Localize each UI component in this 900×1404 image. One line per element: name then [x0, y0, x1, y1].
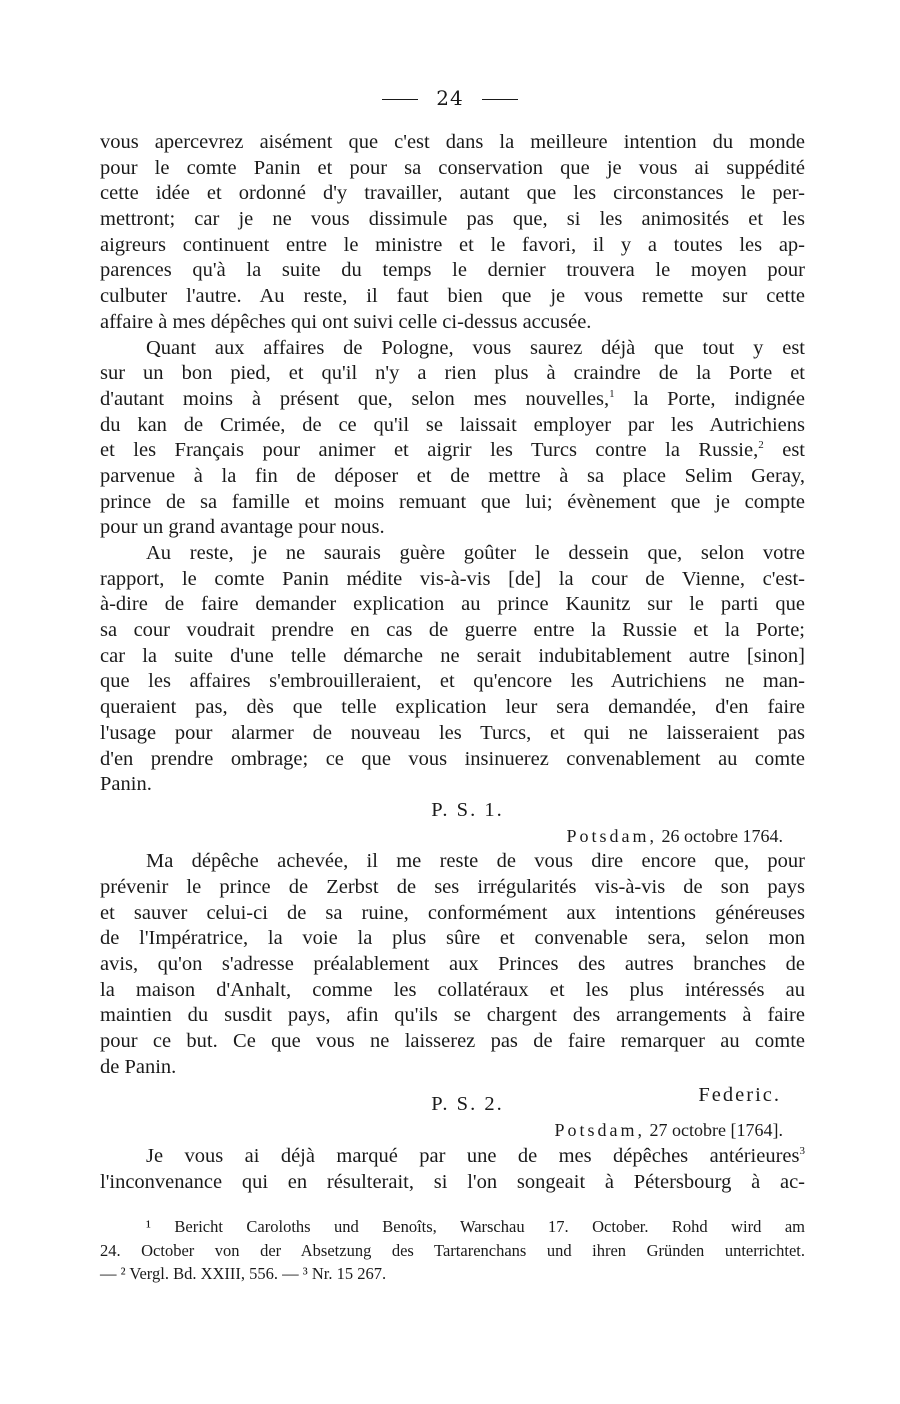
text-line: sa cour voudrait prendre en cas de guerre entre la Russie et la Porte; — [100, 619, 805, 642]
text-line: prince de sa famille et moins remuant que lui; évènement que je compte — [100, 490, 805, 513]
page-number: 24 — [436, 86, 464, 110]
footnotes — [100, 1215, 805, 1286]
text-line: l'usage pour alarmer de nouveau les Turcs, et qui ne laisseraient pas — [100, 721, 805, 744]
text-line: mettront; car je ne vous dissimule pas que, si les animosités et les — [100, 208, 805, 231]
text-segment: la Porte, indignée — [614, 387, 806, 410]
text-line: car la suite d'une telle démarche ne serait indubitablement autre [sinon] — [100, 644, 805, 667]
text-line — [100, 438, 805, 464]
footnote-ref: 3 — [799, 1144, 805, 1157]
folio-dash-right — [482, 99, 518, 100]
text-line: Quant aux affaires de Pologne, vous saurez déjà que tout y est — [146, 336, 805, 359]
text-line: pour le comte Panin et pour sa conservation que je vous ai suppédité — [100, 156, 805, 179]
footnote-line: — ² Vergl. Bd. XXIII, 556. — ³ Nr. 15 267. — [100, 1264, 387, 1283]
text-line: pour un grand avantage pour nous. — [100, 516, 385, 539]
text-line: de l'Impératrice, la voie la plus sûre et convenable sera, selon mon — [100, 927, 805, 950]
ps2-dateline — [100, 1118, 805, 1144]
text-line: de Panin. — [100, 1055, 177, 1078]
ps2-heading: P. S. 2. — [431, 1093, 504, 1116]
text-line — [100, 387, 805, 413]
footnote-line: ¹ Bericht Caroloths und Benoîts, Warschau 17. October. Rohd wird am — [146, 1217, 805, 1236]
ps1-dateline — [100, 824, 805, 850]
text-line: vous apercevrez aisément que c'est dans la meilleure intention du monde — [100, 131, 805, 153]
text-line: Au reste, je ne saurais guère goûter le dessein que, selon votre — [146, 542, 805, 564]
dateline-place: Potsdam, — [554, 1120, 646, 1141]
text-segment: Je vous ai déjà marqué par une de mes dépêches antérieures — [146, 1144, 800, 1167]
text-line: d'en prendre ombrage; ce que vous insinuerez convenablement au comte — [100, 747, 805, 770]
text-line — [100, 1144, 805, 1170]
dateline-date: 27 octobre [1764]. — [645, 1120, 783, 1141]
folio-dash-left — [382, 99, 418, 100]
text-line: Panin. — [100, 773, 152, 796]
text-line: la maison d'Anhalt, comme les collatéraux et les plus intéressés au — [100, 978, 805, 1001]
text-line: culbuter l'autre. Au reste, il faut bien que je vous remette sur cette — [100, 285, 805, 308]
text-line: parences qu'à la suite du temps le dernier trouvera le moyen pour — [100, 259, 805, 282]
text-line: rapport, le comte Panin médite vis-à-vis [de] la cour de Vienne, c'est- — [100, 567, 805, 590]
text-segment: d'autant moins à présent que, selon mes nouvelles, — [100, 387, 610, 410]
text-line: à-dire de faire demander explication au prince Kaunitz sur le parti que — [100, 593, 805, 616]
dateline-date: 26 octobre 1764. — [657, 825, 783, 846]
footnote-line: 24. October von der Absetzung des Tartarenchans und ihren Gründen unterrichtet. — [100, 1240, 805, 1260]
footnote-ref: 2 — [758, 439, 764, 452]
text-line: et sauver celui-ci de sa ruine, conformément aux intentions généreuses — [100, 901, 805, 924]
text-line: Ma dépêche achevée, il me reste de vous dire encore que, pour — [146, 850, 805, 873]
text-line: maintien du susdit pays, afin qu'ils se chargent des arrangements à faire — [100, 1004, 805, 1027]
dateline-place: Potsdam, — [566, 825, 658, 846]
body-text: vous apercevrez aisément que c'est dans la meilleure intention du monde pour le comte Panin et pour sa conservation que je vous ai suppédité cette idée et ordonné d'y travailler, autant que les circonstances le per- mettront; car je ne vous dissimule pas que, si les animosités et les aigreurs continuent entre le ministre et le favori, il y a toutes les ap- parences qu'à la suite du temps le dernier trouvera le moyen pour culbuter l'autre. Au reste, il faut bien que je vous remette sur cette affaire à mes dépêches qui ont suivi celle ci-dessus accusée. Quant aux affaires de Pologne, vous saurez déjà que tout y est sur un bon pied, et qu'il n'y a rien plus à craindre de la Porte et d'autant moins à présent que, selon mes nouvelles,$^1$ la Porte, indignée du kan de Crimée, de ce qu'il se laissait employer par les Autrichiens et les Français pour animer et aigrir les Turcs contre la Russie,$^2$ est parvenue à la fin de déposer et de mettre à sa place Selim Geray, prince de sa famille et moins remuant que lui; évènement que je compte pour un grand avantage pour nous. Au reste, je ne saurais guère goûter le dessein que, selon votre rapport, le comte Panin médite vis-à-vis [de] la cour de Vienne, c'est- à-dire de faire demander explication au prince Kaunitz sur le parti que sa cour voudrait prendre en cas de guerre entre la Russie et la Porte; car la suite d'une telle démarche ne serait indubitablement autre [sinon] que les affaires s'embrouilleraient, et qu'encore les Autrichiens ne man- queraient pas, dès que telle explication leur sera demandée, d'en faire l'usage pour alarmer de nouveau les Turcs, et qui ne laisseraient pas d'en prendre ombrage; ce que vous insinuerez convenablement au comte Panin. P. S. 1. Potsdam, 26 octobre 1764. Ma dépêche achevée, il me reste de vous dire encore que, pour prévenir le prince de Zerbst de ses irrégularités vis-à-vis de son pays et sauver celui-ci de sa ruine, conformément aux intentions généreuses de l'Impératrice, la voie la plus sûre et convenable sera, selon mon avis, qu'on s'adresse préalablement aux Princes des autres branches de la maison d'Anhalt, comme les collatéraux et les plus intéressés au maintien du susdit pays, afin qu'ils se chargent des arrangements à faire pour ce but. Ce que vous ne laisserez pas de faire remarquer au comte de Panin. Federic. P. S. 2. Potsdam, 27 octobre [1764]. Je vous ai déjà marqué par une de mes dépêches antérieures$^3$ l'inconvenance qui en résulterait, si l'on songeait à Pétersbourg à ac- — [100, 130, 805, 1195]
page-number-header — [0, 86, 900, 110]
text-segment: est — [763, 439, 805, 462]
text-line: queraient pas, dès que telle explication leur sera demandée, d'en faire — [100, 696, 805, 719]
ps1-heading: P. S. 1. — [431, 798, 504, 821]
text-line: prévenir le prince de Zerbst de ses irrégularités vis-à-vis de son pays — [100, 875, 805, 898]
text-line: avis, qu'on s'adresse préalablement aux Princes des autres branches de — [100, 953, 805, 975]
text-segment: et les Français pour animer et aigrir les Turcs contre la Russie, — [100, 439, 759, 462]
text-line: sur un bon pied, et qu'il n'y a rien plus à craindre de la Porte et — [100, 362, 805, 385]
text-line: pour ce but. Ce que vous ne laisserez pas de faire remarquer au comte — [100, 1030, 805, 1053]
text-line: l'inconvenance qui en résulterait, si l'on songeait à Pétersbourg à ac- — [100, 1170, 805, 1193]
text-line: que les affaires s'embrouilleraient, et qu'encore les Autrichiens ne man- — [100, 670, 805, 693]
text-line: affaire à mes dépêches qui ont suivi celle ci-dessus accusée. — [100, 310, 592, 333]
text-line: parvenue à la fin de déposer et de mettre à sa place Selim Geray, — [100, 464, 805, 487]
footnote-ref: 1 — [609, 388, 615, 401]
text-line: du kan de Crimée, de ce qu'il se laissait employer par les Autrichiens — [100, 413, 805, 436]
text-line: aigreurs continuent entre le ministre et le favori, il y a toutes les ap- — [100, 233, 805, 256]
text-line: cette idée et ordonné d'y travailler, autant que les circonstances le per- — [100, 182, 805, 205]
